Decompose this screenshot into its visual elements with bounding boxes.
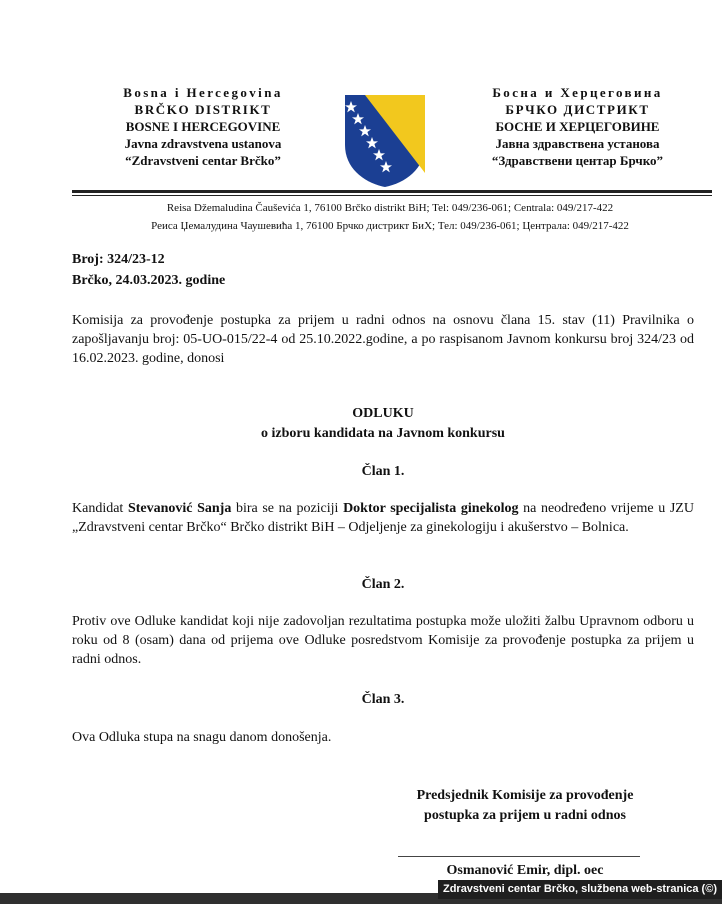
header-country-latin: Bosna i Hercegovina [123, 85, 283, 100]
header-country-full-cyrillic: БОСНЕ И ХЕРЦЕГОВИНЕ [495, 119, 660, 134]
header-institution-type-cyrillic: Јавна здравствена установа [495, 136, 660, 151]
article-3-heading: Član 3. [361, 692, 405, 707]
address-latin: Reisa Džemaludina Čauševića 1, 76100 Brčko distrikt BiH; Tel: 049/236-061; Centrala: 049/217-422 [166, 202, 614, 214]
article-2-heading: Član 2. [361, 577, 405, 592]
position-title: Doktor specijalista ginekolog [343, 501, 519, 516]
signatory-name: Osmanović Emir, dipl. oec [446, 863, 604, 878]
address-cyrillic: Реиса Џемалудина Чаушевића 1, 76100 Брчко дистрикт БиХ; Тел: 049/236-061; Централа: 049/217-422 [151, 220, 629, 232]
header-country-cyrillic: Босна и Херцеговина [492, 85, 663, 100]
article-1-text-c: na neodređeno vrijeme u JZU „Zdravstveni centar Brčko“ Brčko distrikt BiH – Odjeljenje za ginekologiju i akušerstvo – Bolnica. [72, 501, 694, 535]
intro-paragraph: Komisija za provođenje postupka za prijem u radni odnos na osnovu člana 15. stav (11) Pravilnika o zapošljavanju broj: 05-UO-015/22-4 od 25.10.2022.godine, a po raspisanom Javnom konkursu broj 324/23 od 16.02.2023. godine, donosi [72, 313, 694, 366]
document-title: ODLUKU [352, 406, 414, 421]
header-country-full-latin: BOSNE I HERCEGOVINE [125, 119, 281, 134]
candidate-name: Stevanović Sanja [127, 501, 232, 516]
header-cyrillic [455, 84, 700, 169]
document-subtitle: o izboru kandidata na Javnom konkursu [261, 426, 505, 441]
header-latin [88, 84, 318, 169]
signature-line [398, 856, 640, 857]
article-2-paragraph: Protiv ove Odluke kandidat koji nije zadovoljan rezultatima postupka može uložiti žalbu Upravnom odboru u roku od 8 (osam) dana od prijema ove Odluke posredstvom Komisije za provođenje postupka za prijem u radni odnos. [72, 614, 694, 667]
header-divider-thin [72, 195, 712, 196]
header-institution-name-cyrillic: “Здравствени центар Брчко” [491, 153, 664, 168]
article-3-paragraph: Ova Odluka stupa na snagu danom donošenja. [72, 730, 332, 745]
document-date: Brčko, 24.03.2023. godine [72, 273, 226, 288]
signatory-title-line1: Predsjednik Komisije za provođenje [416, 788, 634, 803]
header-district-latin: BRČKO DISTRIKT [134, 102, 272, 117]
signatory-title-line2: postupka za prijem u radni odnos [424, 808, 626, 823]
coat-of-arms-icon [343, 93, 427, 189]
header-divider-thick [72, 190, 712, 193]
document-number: Broj: 324/23-12 [72, 252, 165, 267]
article-1-heading: Član 1. [361, 464, 405, 479]
article-1-text-a: Kandidat [72, 501, 128, 516]
image-credit: Zdravstveni centar Brčko, službena web-stranica (©) [438, 880, 722, 899]
article-1-paragraph [72, 499, 694, 537]
header-institution-name-latin: “Zdravstveni centar Brčko” [125, 153, 281, 168]
article-1-text-b: bira se na poziciji [231, 501, 344, 516]
header-district-cyrillic: БРЧКО ДИСТРИКТ [505, 102, 650, 117]
header-institution-type-latin: Javna zdravstvena ustanova [124, 136, 282, 151]
